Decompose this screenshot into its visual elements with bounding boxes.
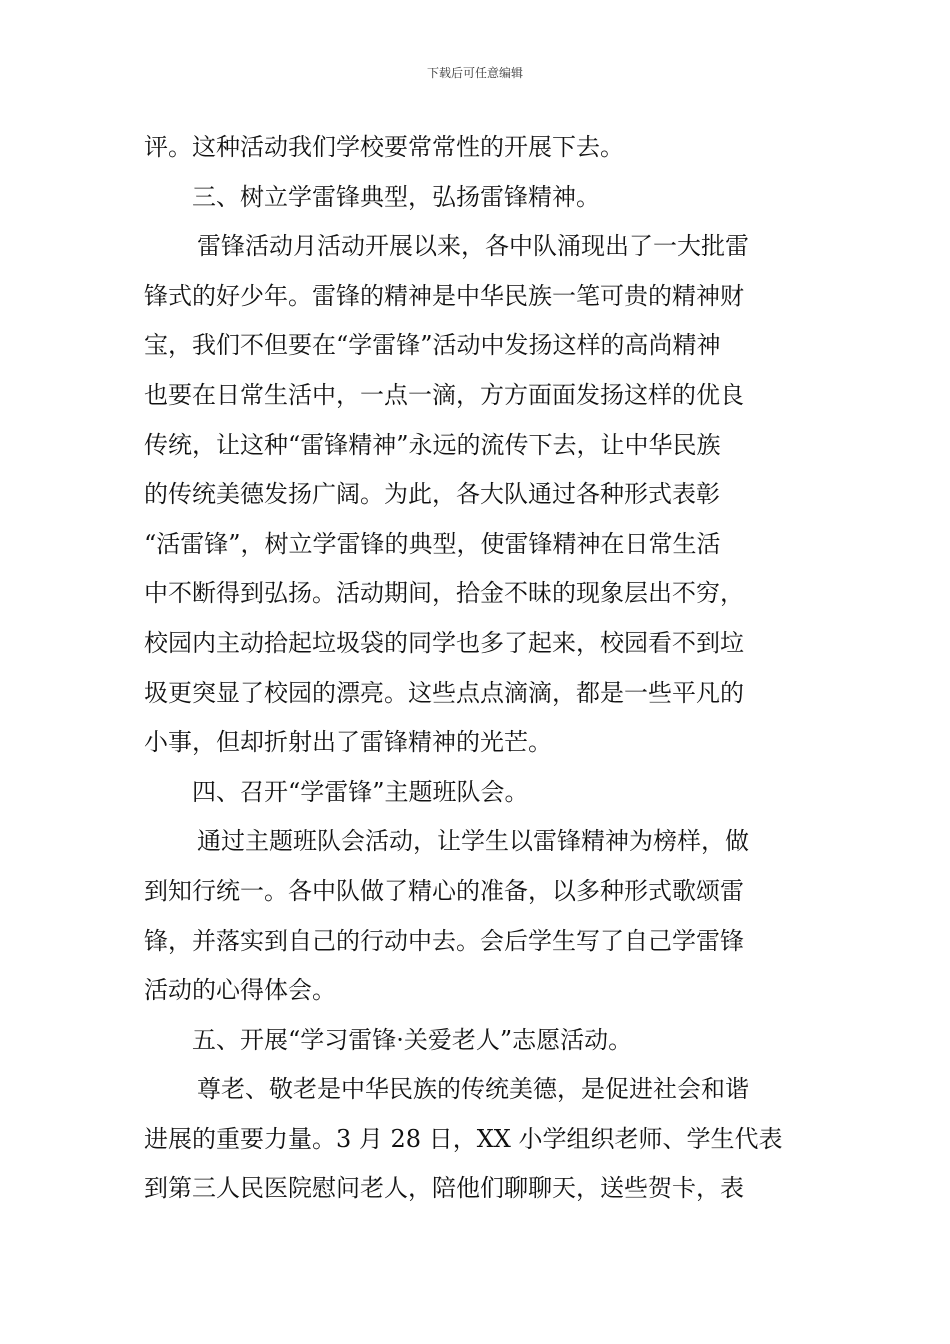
body-line: 中不断得到弘扬。活动期间，拾金不昧的现象层出不穷， (144, 579, 744, 608)
body-line: 也要在日常生活中，一点一滴，方方面面发扬这样的优良 (144, 380, 744, 409)
body-line: 校园内主动拾起垃圾袋的同学也多了起来，校园看不到垃 (144, 628, 744, 657)
body-line: “活雷锋”，树立学雷锋的典型，使雷锋精神在日常生活 (144, 529, 721, 558)
section-heading: 三、树立学雷锋典型，弘扬雷锋精神。 (192, 182, 600, 211)
body-line: 传统，让这种“雷锋精神”永远的流传下去，让中华民族 (144, 430, 721, 459)
body-line: 到第三人民医院慰问老人，陪他们聊聊天，送些贺卡，表 (144, 1174, 744, 1203)
body-line: 评。这种活动我们学校要常常性的开展下去。 (144, 133, 624, 161)
body-line: 尊老、敬老是中华民族的传统美德，是促进社会和谐 (197, 1075, 749, 1104)
body-line: 宝，我们不但要在“学雷锋”活动中发扬这样的高尚精神 (144, 331, 721, 360)
section-heading: 四、召开“学雷锋”主题班队会。 (192, 777, 529, 806)
body-line: 到知行统一。各中队做了精心的准备，以多种形式歌颂雷 (144, 876, 744, 905)
body-line: 的传统美德发扬广阔。为此，各大队通过各种形式表彰 (144, 480, 720, 509)
body-line: 活动的心得体会。 (144, 976, 336, 1005)
body-line: 通过主题班队会活动，让学生以雷锋精神为榜样，做 (197, 827, 749, 856)
body-line: 进展的重要力量。3 月 28 日，XX 小学组织老师、学生代表 (144, 1124, 783, 1153)
body-line: 锋式的好少年。雷锋的精神是中华民族一笔可贵的精神财 (144, 281, 744, 310)
document-body (144, 123, 824, 1214)
body-line: 圾更突显了校园的漂亮。这些点点滴滴，都是一些平凡的 (144, 678, 744, 707)
body-line: 小事，但却折射出了雷锋精神的光芒。 (144, 728, 552, 757)
page-header: 下载后可任意编辑 (426, 66, 523, 80)
body-line: 雷锋活动月活动开展以来，各中队涌现出了一大批雷 (197, 232, 749, 261)
body-line: 锋，并落实到自己的行动中去。会后学生写了自己学雷锋 (144, 926, 744, 955)
section-heading: 五、开展“学习雷锋·关爱老人”志愿活动。 (192, 1025, 633, 1054)
